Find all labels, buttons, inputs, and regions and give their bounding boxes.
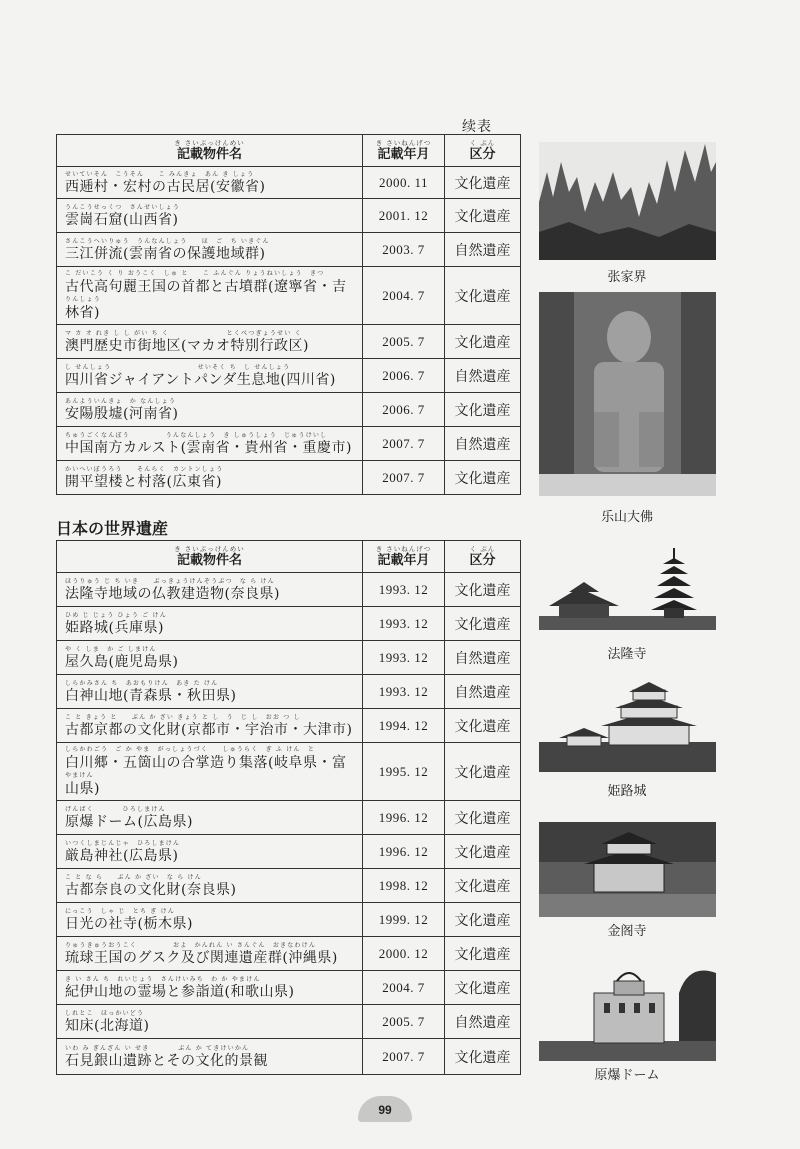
site-name-ruby: しらかわごう ご か やま がっしょうづく しゅうらく ぎ ふ けん と [65, 745, 316, 753]
inscription-date: 2006. 7 [363, 393, 445, 427]
table-row [57, 167, 521, 199]
site-name: 石見銀山遺跡とその文化的景観 [65, 1052, 268, 1069]
site-name-ruby: こ だいこう く り おうこく しゅ と こ ふんぐん りょうねいしょう きつ [65, 269, 325, 277]
site-name: 古代高句麗王国の首都と古墳群(遼寧省・吉 [65, 278, 347, 295]
site-name-cell [57, 233, 363, 267]
table-row [57, 233, 521, 267]
site-name-ruby: や く しま か ご しまけん [65, 645, 157, 653]
kinkakuji-photo [539, 822, 716, 917]
himeji-castle-photo [539, 680, 716, 772]
heritage-category: 文化遺産 [445, 869, 521, 903]
japan-section-title: 日本の世界遺産 [56, 519, 169, 538]
site-name-continued: 山県) [65, 780, 100, 797]
inscription-date: 1993. 12 [363, 607, 445, 641]
site-name-ruby: いつくしまじんじゃ ひろしまけん [65, 839, 181, 847]
site-name-ruby: せいていそん こうそん こ みんきょ あん き しょう [65, 170, 255, 178]
horyuji-photo [539, 548, 716, 630]
photo-caption: 张家界 [607, 270, 647, 285]
site-name-cell [57, 1005, 363, 1039]
table-row [57, 393, 521, 427]
site-name-cell [57, 199, 363, 233]
heritage-category: 文化遺産 [445, 461, 521, 495]
zhangjiajie-photo [539, 142, 716, 260]
atomic-bomb-dome-photo [539, 963, 716, 1061]
site-name-ruby: りんしょう [65, 295, 102, 303]
table-row [57, 869, 521, 903]
site-name-cell [57, 971, 363, 1005]
site-name-ruby: マ カ オ れき し し がい ち く とくべつぎょうせい く [65, 329, 302, 337]
photo-caption: 乐山大佛 [600, 510, 653, 525]
site-name-cell [57, 709, 363, 743]
site-name: 琉球王国のグスク及び関連遺産群(沖縄県) [65, 949, 338, 966]
site-name-ruby: き い さん ち れいじょう さんけいみち わ か やまけん [65, 975, 261, 983]
site-name-cell [57, 607, 363, 641]
photo-caption: 法隆寺 [607, 647, 647, 662]
site-name-ruby: こ と な ら ぶん か ざい な ら けん [65, 873, 202, 881]
heritage-category: 文化遺産 [445, 607, 521, 641]
site-name-cell [57, 641, 363, 675]
site-name-ruby: にっこう しゃ じ とち ぎ けん [65, 907, 176, 915]
date-header: き さいねんげつ 記載年月 [363, 135, 445, 167]
heritage-category: 自然遺産 [445, 641, 521, 675]
site-name-ruby: しれとこ ほっかいどう [65, 1009, 145, 1017]
table-row [57, 709, 521, 743]
site-name-cell [57, 903, 363, 937]
site-name: 雲崗石窟(山西省) [65, 211, 179, 228]
inscription-date: 1993. 12 [363, 641, 445, 675]
table-row [57, 573, 521, 607]
heritage-category: 文化遺産 [445, 393, 521, 427]
heritage-category: 自然遺産 [445, 675, 521, 709]
inscription-date: 2000. 12 [363, 937, 445, 971]
heritage-category: 文化遺産 [445, 573, 521, 607]
site-name-cell [57, 267, 363, 325]
heritage-category: 文化遺産 [445, 835, 521, 869]
heritage-category: 文化遺産 [445, 267, 521, 325]
site-name-ruby: やまけん [65, 771, 94, 779]
photo-caption: 金阁寺 [607, 924, 647, 939]
site-name-ruby: あんよういんきょ か なんしょう [65, 397, 177, 405]
table-row [57, 743, 521, 801]
site-name: 古都奈良の文化財(奈良県) [65, 881, 237, 898]
leshan-buddha-photo [539, 292, 716, 496]
site-name-ruby: りゅうきゅうおうこく およ かんれん い さんぐん おきなわけん [65, 941, 317, 949]
china-heritage-table [56, 134, 521, 495]
inscription-date: 1998. 12 [363, 869, 445, 903]
site-name-cell [57, 743, 363, 801]
site-name-cell [57, 675, 363, 709]
site-name-continued: 林省) [65, 304, 100, 321]
heritage-category: 文化遺産 [445, 167, 521, 199]
name-header: き さいぶっけんめい 記載物件名 [57, 135, 363, 167]
table-row [57, 801, 521, 835]
site-name-ruby: げんばく ひろしまけん [65, 805, 166, 813]
inscription-date: 1996. 12 [363, 835, 445, 869]
site-name-ruby: し せんしょう せいそく ち し せんしょう [65, 363, 291, 371]
heritage-category: 文化遺産 [445, 743, 521, 801]
table-row [57, 359, 521, 393]
site-name-cell [57, 573, 363, 607]
table-row [57, 903, 521, 937]
photo-caption: 姫路城 [607, 784, 647, 799]
site-name: 三江併流(雲南省の保護地域群) [65, 245, 266, 262]
site-name-cell [57, 937, 363, 971]
site-name: 中国南方カルスト(雲南省・貴州省・重慶市) [65, 439, 353, 456]
site-name: 知床(北海道) [65, 1017, 150, 1034]
heritage-category: 文化遺産 [445, 199, 521, 233]
site-name: 安陽殷墟(河南省) [65, 405, 179, 422]
table-row [57, 835, 521, 869]
site-name: 西逓村・宏村の古民居(安徽省) [65, 178, 266, 195]
inscription-date: 1999. 12 [363, 903, 445, 937]
site-name: 姫路城(兵庫県) [65, 619, 164, 636]
site-name-ruby: こ と きょう と ぶん か ざい きょう と し う じ し おお つ し [65, 713, 301, 721]
site-name: 厳島神社(広島県) [65, 847, 179, 864]
inscription-date: 1994. 12 [363, 709, 445, 743]
category-header: く ぶん 区分 [445, 541, 521, 573]
heritage-category: 文化遺産 [445, 325, 521, 359]
heritage-category: 文化遺産 [445, 937, 521, 971]
table-row [57, 971, 521, 1005]
site-name-cell [57, 801, 363, 835]
inscription-date: 1996. 12 [363, 801, 445, 835]
heritage-category: 文化遺産 [445, 709, 521, 743]
heritage-category: 自然遺産 [445, 427, 521, 461]
category-header: く ぶん 区分 [445, 135, 521, 167]
table-row [57, 607, 521, 641]
inscription-date: 2006. 7 [363, 359, 445, 393]
site-name-cell [57, 869, 363, 903]
site-name: 古都京都の文化財(京都市・宇治市・大津市) [65, 721, 353, 738]
site-name-cell [57, 1039, 363, 1075]
site-name-ruby: かいへいぼうろう そんらく カントンしょう [65, 465, 224, 473]
table-header-row [57, 135, 521, 167]
site-name-cell [57, 325, 363, 359]
site-name-ruby: うんこうせっくつ さんせいしょう [65, 203, 181, 211]
inscription-date: 2000. 11 [363, 167, 445, 199]
inscription-date: 2007. 7 [363, 1039, 445, 1075]
table-row [57, 461, 521, 495]
page-number: 99 [358, 1096, 412, 1122]
site-name-cell [57, 359, 363, 393]
site-name: 屋久島(鹿児島県) [65, 653, 179, 670]
site-name-cell [57, 393, 363, 427]
site-name-ruby: ひめ じ じょう ひょう ご けん [65, 611, 167, 619]
table-row [57, 1005, 521, 1039]
table-row [57, 1039, 521, 1075]
table-row [57, 675, 521, 709]
site-name: 白神山地(青森県・秋田県) [65, 687, 237, 704]
site-name: 白川郷・五箇山の合掌造り集落(岐阜県・富 [65, 754, 347, 771]
site-name: 四川省ジャイアントパンダ生息地(四川省) [65, 371, 336, 388]
date-header: き さいねんげつ 記載年月 [363, 541, 445, 573]
site-name-ruby: ほうりゅう じ ち いき ぶっきょうけんぞうぶつ な ら けん [65, 577, 275, 585]
inscription-date: 2001. 12 [363, 199, 445, 233]
table-row [57, 199, 521, 233]
continued-label: 续表 [462, 119, 492, 135]
site-name: 日光の社寺(栃木県) [65, 915, 193, 932]
inscription-date: 2005. 7 [363, 325, 445, 359]
table-row [57, 267, 521, 325]
inscription-date: 1993. 12 [363, 573, 445, 607]
site-name-cell [57, 835, 363, 869]
site-name-cell [57, 427, 363, 461]
table-header-row [57, 541, 521, 573]
inscription-date: 1995. 12 [363, 743, 445, 801]
inscription-date: 1993. 12 [363, 675, 445, 709]
site-name-ruby: いわ み ぎんざん い せき ぶん か てきけいかん [65, 1044, 250, 1052]
heritage-category: 自然遺産 [445, 1005, 521, 1039]
site-name: 紀伊山地の霊場と参詣道(和歌山県) [65, 983, 295, 1000]
inscription-date: 2005. 7 [363, 1005, 445, 1039]
site-name-cell [57, 167, 363, 199]
site-name-ruby: さんこうへいりゅう うんなんしょう ほ ご ち いきぐん [65, 237, 270, 245]
heritage-category: 文化遺産 [445, 903, 521, 937]
inscription-date: 2007. 7 [363, 427, 445, 461]
table-row [57, 641, 521, 675]
inscription-date: 2007. 7 [363, 461, 445, 495]
photo-caption: 原爆ドーム [594, 1068, 660, 1083]
inscription-date: 2004. 7 [363, 971, 445, 1005]
heritage-category: 文化遺産 [445, 801, 521, 835]
heritage-category: 自然遺産 [445, 359, 521, 393]
table-row [57, 427, 521, 461]
japan-heritage-table [56, 540, 521, 1075]
heritage-category: 自然遺産 [445, 233, 521, 267]
site-name: 原爆ドーム(広島県) [65, 813, 193, 830]
site-name: 法隆寺地域の仏教建造物(奈良県) [65, 585, 280, 602]
inscription-date: 2003. 7 [363, 233, 445, 267]
table-row [57, 325, 521, 359]
name-header: き さいぶっけんめい 記載物件名 [57, 541, 363, 573]
inscription-date: 2004. 7 [363, 267, 445, 325]
site-name-cell [57, 461, 363, 495]
heritage-category: 文化遺産 [445, 1039, 521, 1075]
site-name: 澳門歴史市街地区(マカオ特別行政区) [65, 337, 309, 354]
site-name-ruby: しらかみさん ち あおもりけん あき た けん [65, 679, 219, 687]
site-name: 開平望楼と村落(広東省) [65, 473, 222, 490]
heritage-category: 文化遺産 [445, 971, 521, 1005]
table-row [57, 937, 521, 971]
site-name-ruby: ちゅうごくなんぽう うんなんしょう き しゅうしょう じゅうけいし [65, 431, 328, 439]
